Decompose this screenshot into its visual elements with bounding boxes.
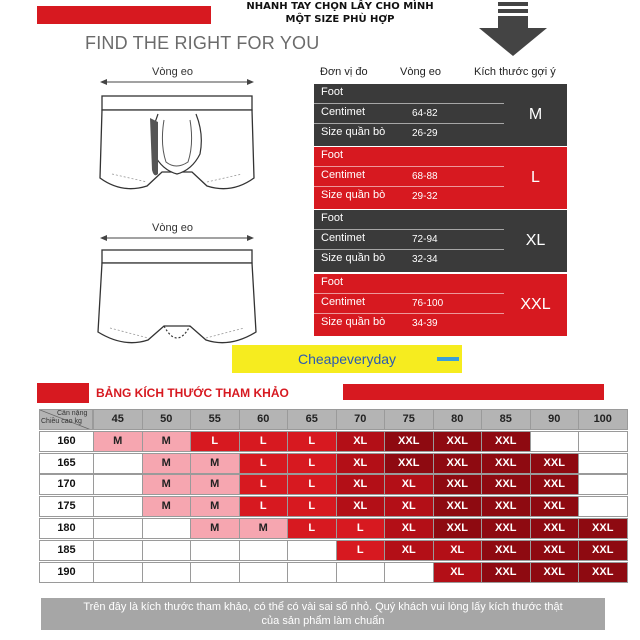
suggested-size: XL (525, 232, 546, 249)
ref-red-bar-left (37, 383, 89, 403)
height-label: 175 (39, 496, 94, 517)
size-row (314, 84, 504, 104)
size-cell (142, 562, 192, 583)
size-cell (93, 453, 143, 474)
size-cell: L (287, 431, 337, 452)
size-row-label: Centimet (321, 232, 366, 244)
size-cell (287, 540, 337, 561)
height-label: 180 (39, 518, 94, 539)
size-cell: M (190, 474, 240, 495)
size-cell: M (190, 518, 240, 539)
size-cell: XXL (578, 562, 628, 583)
size-cell: XXL (433, 453, 483, 474)
size-row-label: Foot (321, 212, 344, 224)
watermark-banner (232, 345, 462, 373)
top-red-bar (37, 6, 211, 24)
size-cell: XL (384, 496, 434, 517)
weight-header: 100 (578, 409, 628, 430)
watermark-dash-right (437, 357, 459, 361)
size-cell: L (239, 474, 289, 495)
size-cell: XL (384, 540, 434, 561)
find-title: FIND THE RIGHT FOR YOU (85, 33, 320, 53)
size-block-m (314, 84, 567, 146)
size-row-value: 68-88 (412, 171, 438, 182)
size-cell (142, 518, 192, 539)
col-size-header: Kích thước gợi ý (474, 66, 556, 78)
size-cell: L (239, 431, 289, 452)
size-cell: XXL (481, 431, 531, 452)
size-cell (93, 496, 143, 517)
waist-label-bottom: Vòng eo (152, 222, 193, 234)
size-cell: L (287, 474, 337, 495)
size-cell: XXL (433, 431, 483, 452)
size-row (314, 314, 504, 334)
size-row-value: 72-94 (412, 234, 438, 245)
footer-line-1: Trên đây là kích thước tham khảo, có thể có vài sai số nhỏ. Quý khách vui lòng lấy kích thước thật (83, 601, 563, 613)
size-cell: M (142, 474, 192, 495)
size-cell: XXL (433, 474, 483, 495)
size-cell: M (190, 496, 240, 517)
size-cell: XXL (433, 518, 483, 539)
size-cell: M (142, 453, 192, 474)
size-row-label: Centimet (321, 296, 366, 308)
size-row-value: 32-34 (412, 254, 438, 265)
page-heading (230, 0, 450, 26)
size-row (314, 250, 504, 270)
size-cell: XXL (530, 562, 580, 583)
size-cell: XL (336, 496, 386, 517)
size-cell (336, 562, 386, 583)
size-cell: XXL (530, 496, 580, 517)
size-row-label: Centimet (321, 169, 366, 181)
size-row-label: Foot (321, 276, 344, 288)
size-cell (93, 540, 143, 561)
size-cell: XXL (530, 474, 580, 495)
size-row-value: 64-82 (412, 108, 438, 119)
height-label: 190 (39, 562, 94, 583)
corner-height-label: Chiều cao kg (41, 418, 82, 425)
brief-diagram-bottom (92, 230, 262, 360)
size-cell: M (93, 431, 143, 452)
size-cell: XXL (530, 518, 580, 539)
size-cell (578, 431, 628, 452)
height-label: 165 (39, 453, 94, 474)
size-cell (239, 562, 289, 583)
size-cell (530, 431, 580, 452)
size-row (314, 274, 504, 294)
footer-note (41, 598, 605, 630)
weight-header: 75 (384, 409, 434, 430)
size-row-label: Foot (321, 86, 344, 98)
weight-header: 65 (287, 409, 337, 430)
heading-line-2: MỘT SIZE PHÙ HỢP (285, 14, 395, 25)
weight-header: 90 (530, 409, 580, 430)
weight-header: 45 (93, 409, 143, 430)
size-cell (384, 562, 434, 583)
size-cell: XXL (384, 453, 434, 474)
size-row (314, 210, 504, 230)
size-cell (578, 474, 628, 495)
size-row-label: Size quần bò (321, 252, 386, 264)
size-cell: XXL (481, 562, 531, 583)
size-cell (578, 496, 628, 517)
size-cell: XL (336, 431, 386, 452)
size-cell (287, 562, 337, 583)
suggested-size: XXL (520, 296, 551, 313)
size-row-label: Size quần bò (321, 316, 386, 328)
size-cell: XXL (578, 518, 628, 539)
size-cell: M (142, 496, 192, 517)
reference-title: BẢNG KÍCH THƯỚC THAM KHẢO (96, 386, 289, 400)
size-cell: M (239, 518, 289, 539)
size-cell (93, 562, 143, 583)
size-cell: XXL (530, 453, 580, 474)
size-cell: XL (336, 474, 386, 495)
suggested-size: M (528, 106, 543, 123)
size-cell (93, 518, 143, 539)
weight-header: 50 (142, 409, 192, 430)
size-cell: M (190, 453, 240, 474)
waist-label-top: Vòng eo (152, 66, 193, 78)
size-cell (578, 453, 628, 474)
size-cell: L (190, 431, 240, 452)
brief-diagram-top (92, 74, 262, 204)
size-cell: M (142, 431, 192, 452)
size-row-value: 76-100 (412, 298, 444, 309)
size-block-xl (314, 210, 567, 272)
corner-weight-label: Cân nặng (57, 410, 88, 417)
size-row (314, 167, 504, 187)
size-cell: L (287, 496, 337, 517)
size-block-l (314, 147, 567, 209)
weight-header: 70 (336, 409, 386, 430)
size-cell: XXL (433, 496, 483, 517)
size-cell: XXL (481, 518, 531, 539)
size-row (314, 124, 504, 144)
size-cell: L (336, 518, 386, 539)
size-cell: XL (336, 453, 386, 474)
size-row-label: Size quần bò (321, 189, 386, 201)
col-waist-header: Vòng eo (400, 66, 441, 78)
size-row-label: Size quần bò (321, 126, 386, 138)
size-row-value: 34-39 (412, 318, 438, 329)
size-block-xxl (314, 274, 567, 336)
size-row (314, 147, 504, 167)
size-row-label: Centimet (321, 106, 366, 118)
size-cell: XL (433, 562, 483, 583)
size-cell: XXL (578, 540, 628, 561)
size-row (314, 104, 504, 124)
weight-header: 60 (239, 409, 289, 430)
size-cell: L (336, 540, 386, 561)
size-cell: XL (384, 474, 434, 495)
height-label: 185 (39, 540, 94, 561)
size-cell (190, 540, 240, 561)
size-row (314, 230, 504, 250)
weight-header: 55 (190, 409, 240, 430)
size-cell: L (239, 496, 289, 517)
col-unit-header: Đơn vị đo (320, 66, 368, 78)
heading-line-1: NHANH TAY CHỌN LẤY CHO MÌNH (246, 1, 434, 12)
size-cell: XL (384, 518, 434, 539)
height-label: 170 (39, 474, 94, 495)
size-row-value: 26-29 (412, 128, 438, 139)
size-cell (142, 540, 192, 561)
size-cell: XXL (481, 540, 531, 561)
size-cell (190, 562, 240, 583)
ref-red-bar-right (343, 384, 604, 400)
size-cell: L (287, 518, 337, 539)
size-row (314, 294, 504, 314)
down-arrow-icon (477, 0, 549, 58)
size-cell: L (287, 453, 337, 474)
size-cell: XXL (481, 453, 531, 474)
size-cell (93, 474, 143, 495)
grid-corner (39, 409, 93, 430)
size-cell (239, 540, 289, 561)
size-row-label: Foot (321, 149, 344, 161)
suggested-size: L (531, 169, 540, 186)
size-cell: XXL (384, 431, 434, 452)
size-cell: XXL (481, 496, 531, 517)
height-label: 160 (39, 431, 94, 452)
watermark-text: Cheapeveryday (297, 351, 397, 367)
size-row-value: 29-32 (412, 191, 438, 202)
size-cell: L (239, 453, 289, 474)
footer-line-2: của sản phẩm làm chuẩn (261, 615, 385, 627)
size-row (314, 187, 504, 207)
size-cell: XXL (481, 474, 531, 495)
size-cell: XXL (530, 540, 580, 561)
weight-header: 80 (433, 409, 483, 430)
weight-header: 85 (481, 409, 531, 430)
size-cell: XL (433, 540, 483, 561)
